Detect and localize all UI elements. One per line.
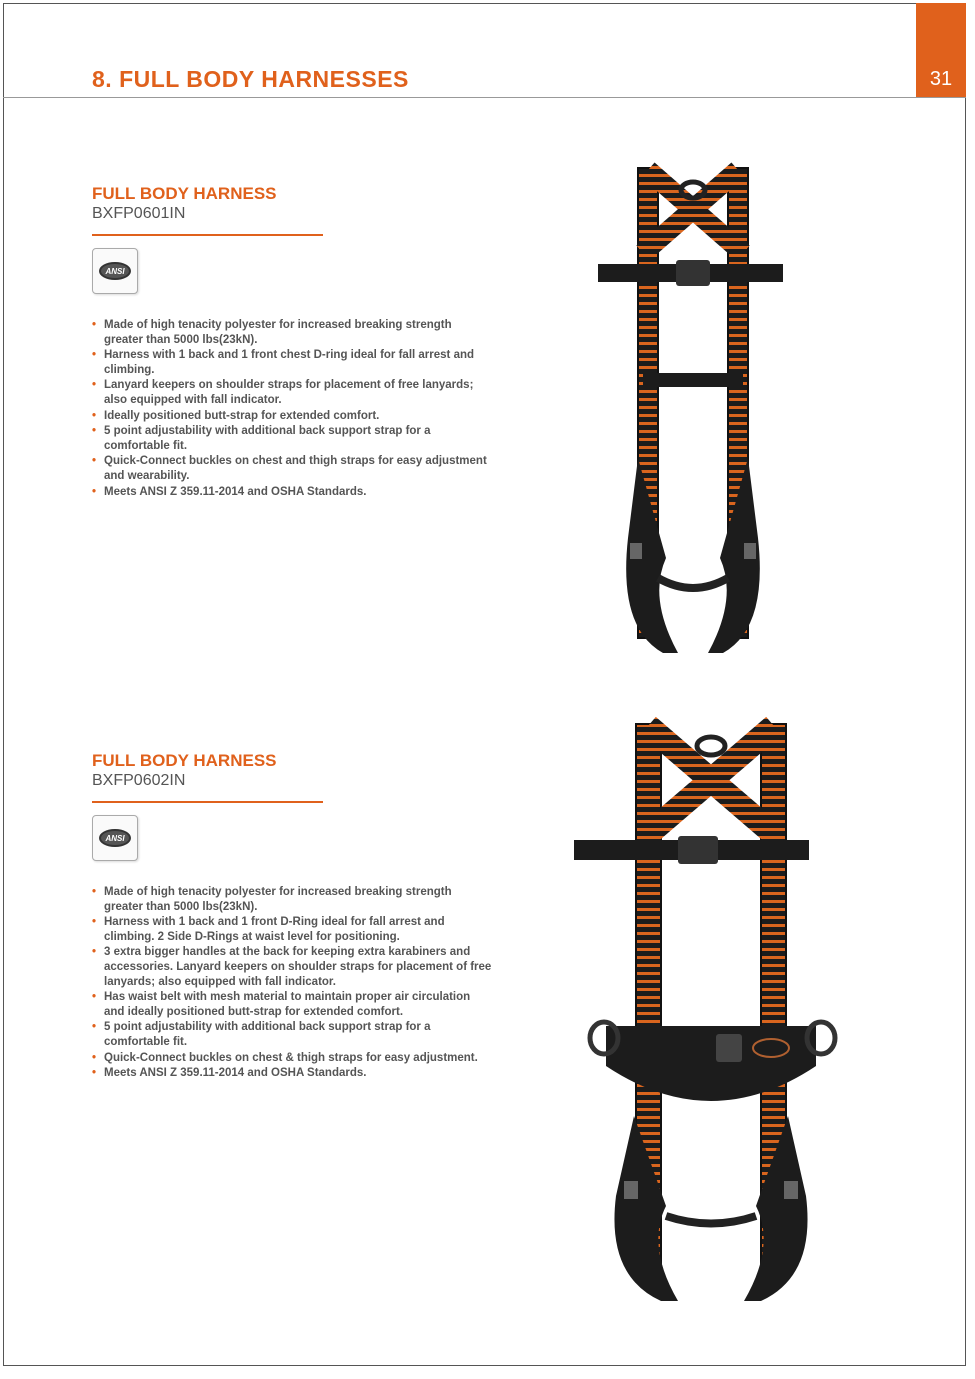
feature-item: • 3 extra bigger handles at the back for keeping extra karabiners and accessories. Lanyard keepers on shoulder straps for placement of free lanyards; also equipped with fall indicator. (92, 945, 492, 989)
product-bxfp0601in (92, 184, 492, 500)
harness-image-bxfp0601in (588, 158, 798, 658)
ansi-logo-text: ANSI (105, 833, 125, 843)
feature-item: • Quick-Connect buckles on chest and thigh straps for easy adjustment and wearability. (92, 454, 492, 483)
feature-item: • Harness with 1 back and 1 front chest D-ring ideal for fall arrest and climbing. (92, 348, 492, 377)
feature-item: • Quick-Connect buckles on chest & thigh straps for easy adjustment. (92, 1051, 492, 1066)
feature-item: • Made of high tenacity polyester for increased breaking strength greater than 5000 lbs(23kN). (92, 318, 492, 347)
product-code: BXFP0601IN (92, 205, 186, 222)
product-code: BXFP0602IN (92, 772, 186, 789)
product-title: FULL BODY HARNESS (92, 184, 277, 203)
ansi-logo-text: ANSI (105, 266, 125, 276)
harness-image-bxfp0602in (566, 716, 856, 1306)
feature-item: • Harness with 1 back and 1 front D-Ring ideal for fall arrest and climbing. 2 Side D-Rings at waist level for positioning. (92, 915, 492, 944)
page-number-tab (916, 3, 966, 97)
feature-item: • 5 point adjustability with additional back support strap for a comfortable fit. (92, 424, 492, 453)
ansi-logo-icon (99, 262, 131, 280)
ansi-logo-icon (99, 829, 131, 847)
feature-item: • Made of high tenacity polyester for increased breaking strength greater than 5000 lbs(23kN). (92, 885, 492, 914)
ansi-badge (92, 248, 138, 294)
feature-item: • Meets ANSI Z 359.11-2014 and OSHA Standards. (92, 485, 492, 500)
product-title: FULL BODY HARNESS (92, 751, 277, 770)
title-underline (92, 801, 323, 803)
feature-item: • Meets ANSI Z 359.11-2014 and OSHA Standards. (92, 1066, 492, 1081)
header-rule (3, 97, 966, 98)
title-underline (92, 234, 323, 236)
feature-list (92, 318, 492, 499)
page-number: 31 (929, 68, 953, 90)
feature-item: • Ideally positioned butt-strap for extended comfort. (92, 409, 492, 424)
section-title: 8. FULL BODY HARNESSES (92, 66, 409, 92)
feature-list (92, 885, 492, 1081)
ansi-badge (92, 815, 138, 861)
feature-item: • Has waist belt with mesh material to maintain proper air circulation and ideally positioned butt-strap for extended comfort. (92, 990, 492, 1019)
product-bxfp0602in (92, 751, 492, 1082)
feature-item: • Lanyard keepers on shoulder straps for placement of free lanyards; also equipped with fall indicator. (92, 378, 492, 407)
feature-item: • 5 point adjustability with additional back support strap for a comfortable fit. (92, 1020, 492, 1049)
